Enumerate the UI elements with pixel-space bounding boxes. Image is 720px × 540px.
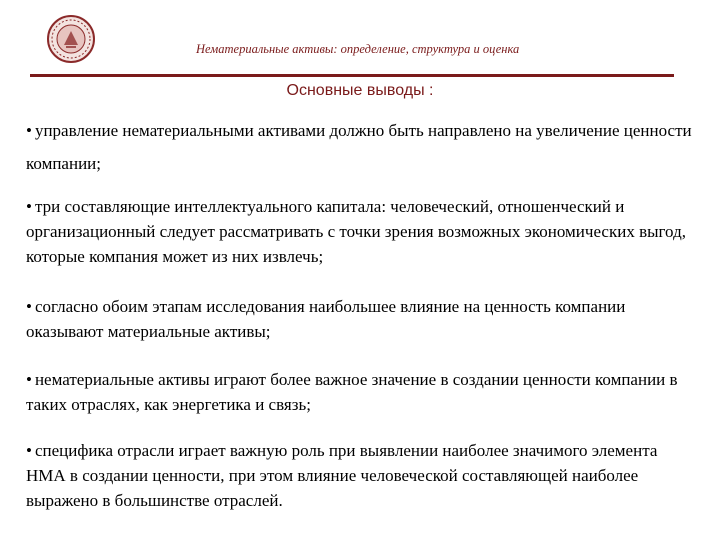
- bullet-item: [26, 294, 698, 344]
- bullet-item: [26, 438, 698, 513]
- bullet-marker: •: [26, 121, 32, 140]
- bullet-item: [26, 194, 698, 269]
- bullet-text: специфика отрасли играет важную роль при выявлении наиболее значимого элемента НМА в создании ценности, при этом влияние человеческой составляющей наиболее выражено в большинстве отраслей.: [26, 441, 658, 510]
- header-divider: [30, 74, 674, 77]
- bullet-text: управление нематериальными активами должно быть направлено на увеличение ценности компании;: [26, 121, 692, 173]
- bullet-marker: •: [26, 441, 32, 460]
- bullet-text: нематериальные активы играют более важное значение в создании ценности компании в таких отраслях, как энергетика и связь;: [26, 370, 678, 414]
- bullet-item: [26, 114, 698, 180]
- header-title: Нематериальные активы: определение, структура и оценка: [196, 42, 520, 56]
- bullet-marker: •: [26, 297, 32, 316]
- bullet-marker: •: [26, 370, 32, 389]
- university-seal-icon: [46, 14, 96, 64]
- slide-heading: Основные выводы :: [286, 82, 434, 99]
- bullet-text: три составляющие интеллектуального капитала: человеческий, отношенческий и организационный следует рассматривать с точки зрения возможных экономических выгод, которые компания может из них извлечь;: [26, 197, 686, 266]
- bullet-item: [26, 367, 698, 417]
- bullet-text: согласно обоим этапам исследования наибольшее влияние на ценность компании оказывают материальные активы;: [26, 297, 626, 341]
- bullet-marker: •: [26, 197, 32, 216]
